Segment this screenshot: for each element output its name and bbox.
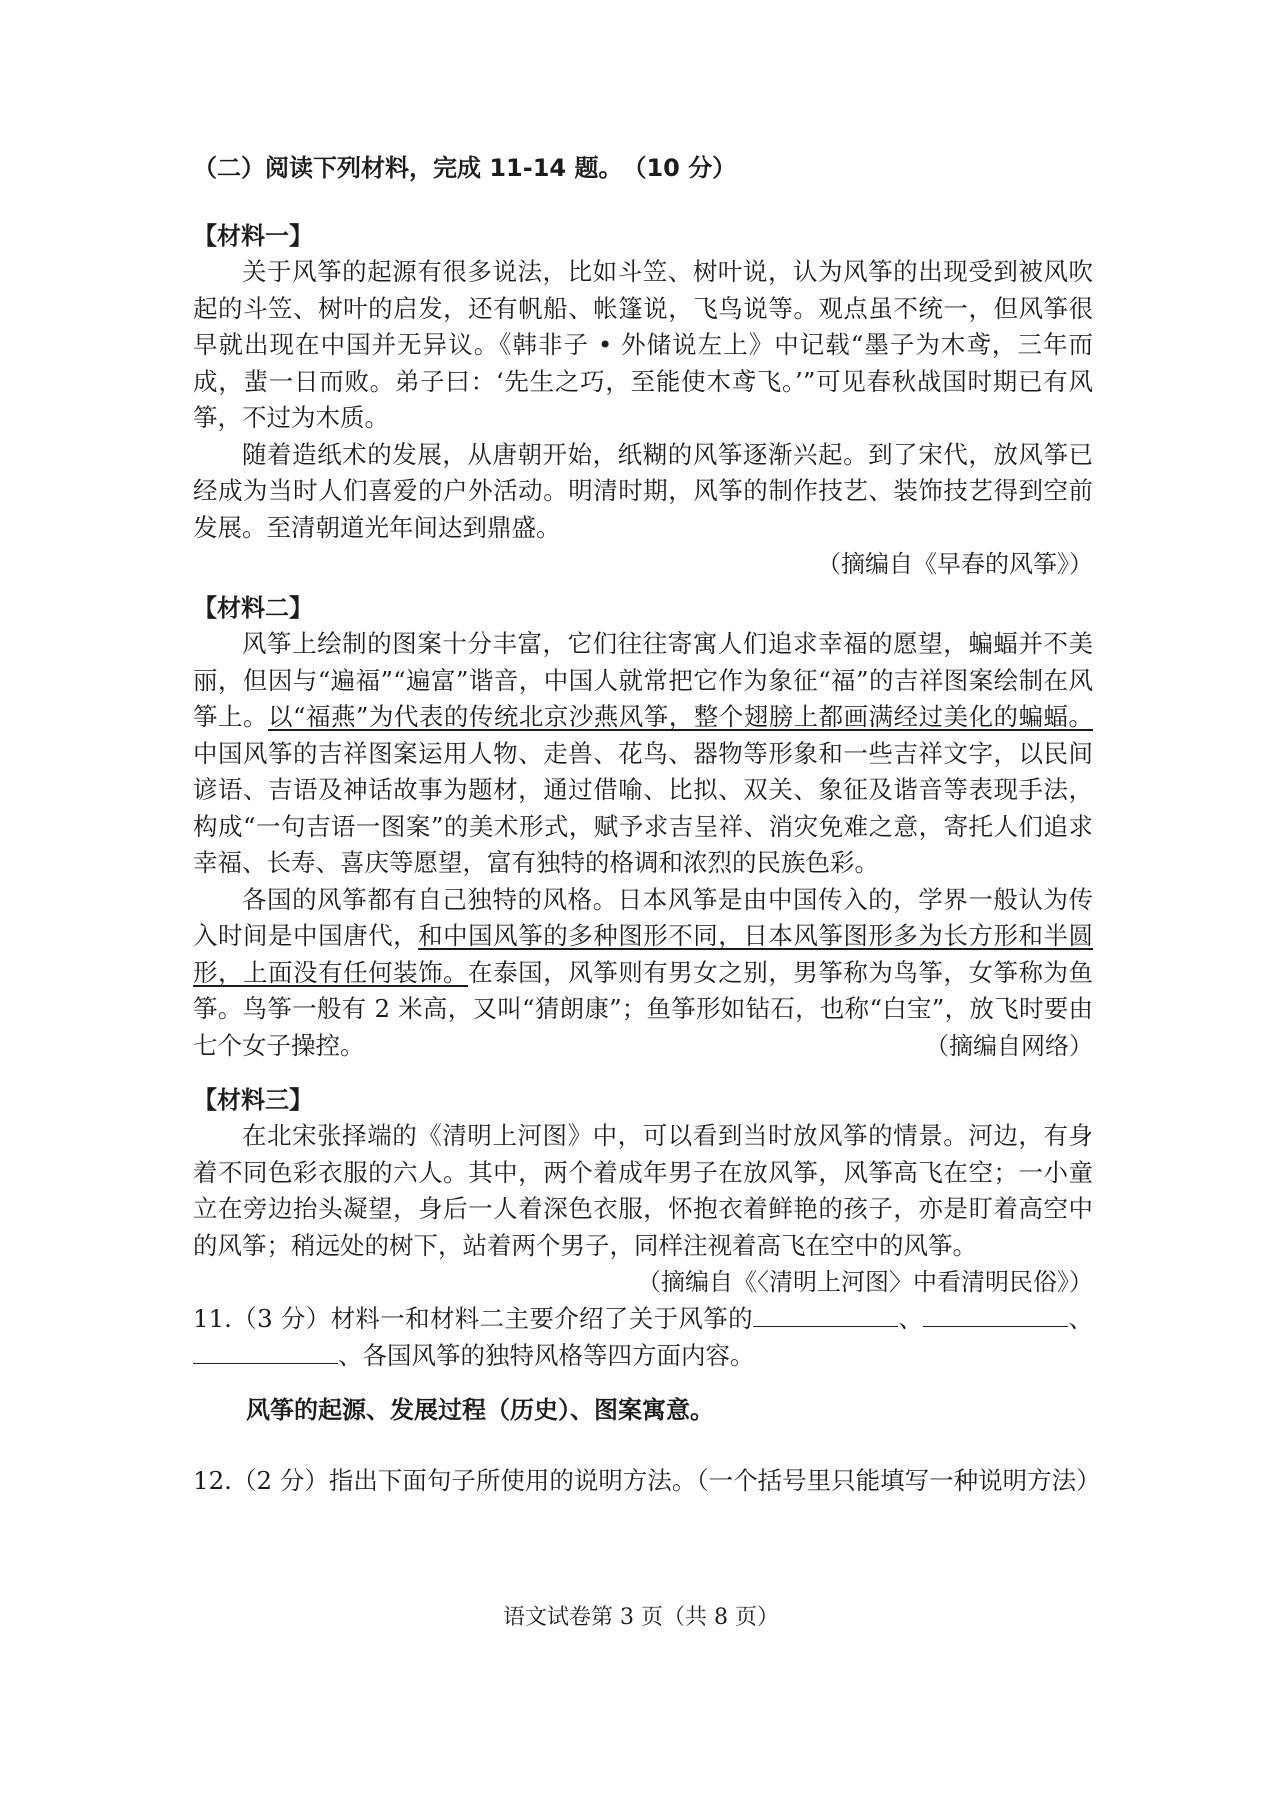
question-12-text: 12.（2 分）指出下面句子所使用的说明方法。（一个括号里只能填写一种说明方法）	[193, 1466, 1101, 1495]
question-11-separator-2: 、	[1068, 1304, 1094, 1333]
material-two-paragraph-1	[193, 626, 1093, 882]
section-title: （二）阅读下列材料，完成 11-14 题。 （10 分）	[193, 154, 737, 182]
answer-blank-3[interactable]	[193, 1341, 338, 1364]
page-footer: 语文试卷第 3 页（共 8 页）	[503, 1605, 779, 1630]
material-one-paragraph-2: 随着造纸术的发展，从唐朝开始，纸糊的风筝逐渐兴起。到了宋代，放风筝已经成为当时人们喜爱的户外活动。明清时期，风筝的制作技艺、装饰技艺得到空前发展。至清朝道光年间达到鼎盛。	[193, 439, 1093, 542]
question-11	[193, 1300, 1093, 1374]
material-two	[193, 590, 1093, 1064]
material-one	[193, 218, 1093, 582]
underlined-sentence-1: 以“福燕”为代表的传统北京沙燕风筝，整个翅膀上都画满经过美化的蝙蝠。	[267, 702, 1094, 731]
material-two-p1-text-b: 中国风筝的吉祥图案运用人物、走兽、花鸟、器物等形象和一些吉祥文字，以民间谚语、吉语及神话故事为题材，通过借喻、比拟、双关、象征及谐音等表现手法，构成“一句吉语一图案”的美术形式，赋予求吉呈祥、消灾免难之意，寄托人们追求幸福、长寿、喜庆等愿望，富有独特的格调和浓烈的民族色彩。	[193, 738, 1093, 877]
question-11-prefix: 11.（3 分）材料一和材料二主要介绍了关于风筝的	[193, 1304, 753, 1333]
material-three-source: （摘编自《〈清明上河图〉中看清明民俗》）	[637, 1268, 1093, 1296]
question-11-text	[193, 1300, 1093, 1374]
material-one-title: 【材料一】	[193, 222, 313, 250]
material-three-paragraph-1: 在北宋张择端的《清明上河图》中，可以看到当时放风筝的情景。河边，有身着不同色彩衣服的六人。其中，两个着成年男子在放风筝，风筝高飞在空；一小童立在旁边抬头凝望，身后一人着深色衣服，怀抱衣着鲜艳的孩子，亦是盯着高空中的风筝；稍远处的树下，站着两个男子，同样注视着高飞在空中的风筝。	[193, 1121, 1093, 1260]
material-two-title: 【材料二】	[193, 594, 313, 622]
question-11-separator-1: 、	[897, 1304, 924, 1333]
answer-11: 风筝的起源、发展过程（历史）、图案寓意。	[246, 1396, 714, 1424]
answer-blank-1[interactable]	[753, 1304, 898, 1327]
material-two-p2-text-a: 各国的风筝都有自己独特的风格。日本风筝是由中国传入的，学界一般认为传入时间是中国唐代，	[193, 884, 1093, 950]
material-three-title: 【材料三】	[193, 1086, 313, 1114]
material-one-paragraph-1: 关于风筝的起源有很多说法，比如斗笠、树叶说，认为风筝的出现受到被风吹起的斗笠、树叶的启发，还有帆船、帐篷说，飞鸟说等。观点虽不统一，但风筝很早就出现在中国并无异议。《韩非子 • 外储说左上》中记载“墨子为木鸢，三年而成，蜚一日而败。弟子曰：‘先生之巧，至能使木鸢飞。’”可见春秋战国时期已有风筝，不过为木质。	[193, 257, 1093, 432]
underlined-sentence-2: 和中国风筝的多种图形不同，日本风筝图形多为长方形和半圆形，上面没有任何装饰。	[193, 921, 1094, 987]
question-12	[193, 1462, 1101, 1499]
material-two-source: （摘编自网络）	[925, 1032, 1093, 1060]
answer-blank-2[interactable]	[923, 1304, 1068, 1327]
material-two-p1-text-a: 风筝上绘制的图案十分丰富，它们往往寄寓人们追求幸福的愿望，蝙蝠并不美丽，但因与“遍福”“遍富”谐音，中国人就常把它作为象征“福”的吉祥图案绘制在风筝上。	[193, 629, 1093, 731]
material-one-source: （摘编自《早春的风筝》）	[817, 550, 1093, 578]
material-two-p2-text-b: 在泰国，风筝则有男女之别，男筝称为鸟筝，女筝称为鱼筝。鸟筝一般有 2 米高，又叫“猜朗康”；鱼筝形如钻石，也称“白宝”，放飞时要由七个女子操控。	[193, 957, 1093, 1060]
question-11-suffix: 、各国风筝的独特风格等四方面内容。	[338, 1341, 755, 1370]
material-three	[193, 1082, 1093, 1300]
